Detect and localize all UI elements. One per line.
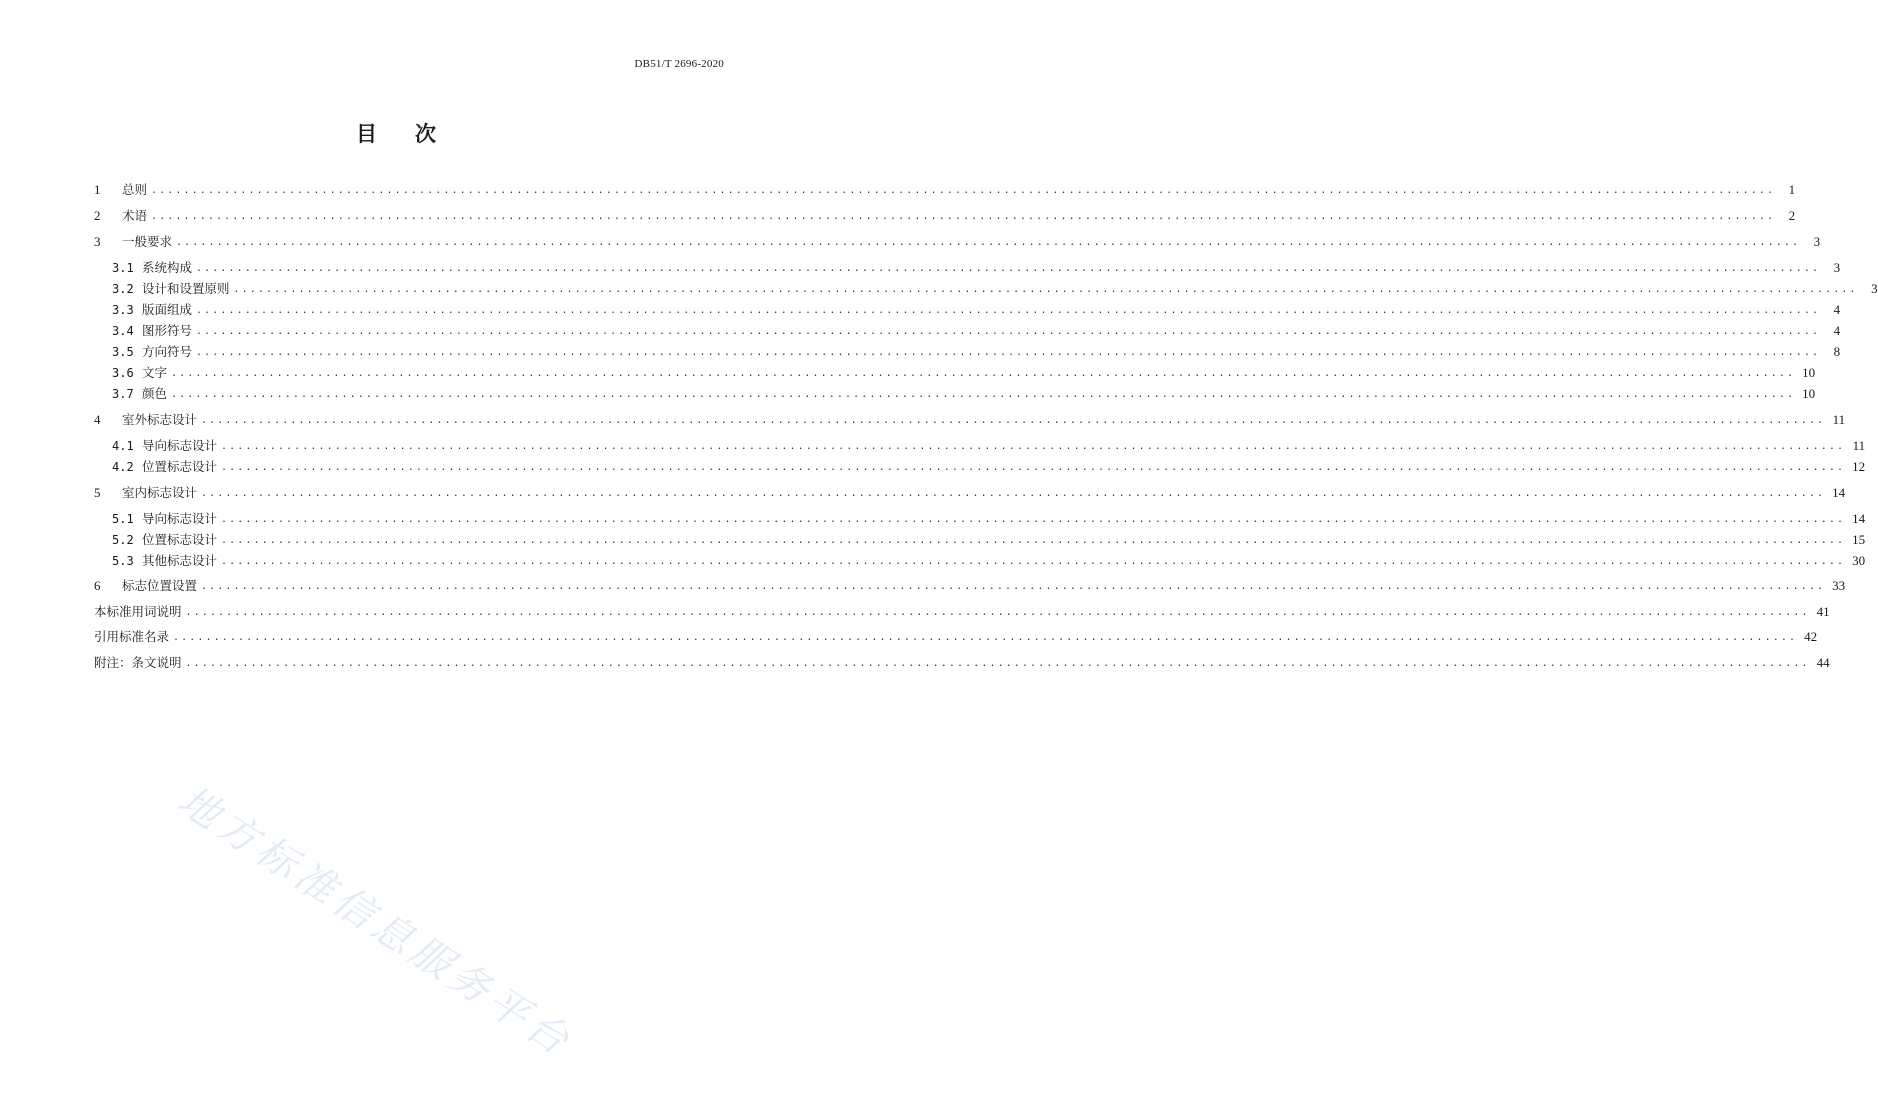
toc-entry-number: 1 bbox=[94, 182, 101, 197]
toc-entry-number: 4.1 bbox=[112, 439, 134, 453]
toc-entry-number: 6 bbox=[94, 578, 101, 593]
toc-entry-page: 1 bbox=[1788, 182, 1796, 197]
toc-entry-label: 导向标志设计 bbox=[142, 438, 218, 453]
toc-leader-dots: ........................................................................................................................................................................................................ bbox=[151, 185, 1776, 196]
toc-entry-page: 4 bbox=[1833, 323, 1841, 338]
toc-entry-label: 总则 bbox=[122, 182, 148, 197]
toc-leader-dots: ........................................................................................................................................................................................................ bbox=[221, 556, 1846, 567]
toc-entry[interactable] bbox=[112, 321, 1841, 341]
toc-entry-number: 3.1 bbox=[112, 261, 134, 275]
toc-entry[interactable] bbox=[94, 602, 1830, 622]
toc-entry-number: 3.7 bbox=[112, 387, 134, 401]
toc-entry[interactable] bbox=[94, 483, 1846, 503]
toc-entry[interactable] bbox=[94, 576, 1846, 596]
title-part-1: 目 bbox=[356, 121, 377, 146]
toc-entry[interactable] bbox=[112, 363, 1816, 383]
toc-entry[interactable] bbox=[112, 551, 1866, 571]
toc-entry-page: 15 bbox=[1852, 532, 1866, 547]
toc-entry-page: 10 bbox=[1802, 386, 1816, 401]
toc-entry-label: 颜色 bbox=[142, 386, 168, 401]
toc-entry[interactable] bbox=[112, 258, 1841, 278]
toc-entry-page: 11 bbox=[1832, 412, 1846, 427]
toc-entry-number: 4.2 bbox=[112, 460, 134, 474]
toc-entry[interactable] bbox=[94, 180, 1796, 200]
toc-entry-page: 3 bbox=[1833, 260, 1841, 275]
toc-leader-dots: ........................................................................................................................................................................................................ bbox=[221, 514, 1846, 525]
toc-entry-label: 室外标志设计 bbox=[122, 412, 198, 427]
toc-entry[interactable] bbox=[112, 509, 1866, 529]
toc-entry[interactable] bbox=[112, 342, 1841, 362]
toc-entry-label: 一般要求 bbox=[122, 234, 173, 249]
toc-entry-page: 41 bbox=[1816, 604, 1830, 619]
toc-entry-page: 10 bbox=[1802, 365, 1816, 380]
toc-entry-label: 室内标志设计 bbox=[122, 485, 198, 500]
toc-leader-dots: ........................................................................................................................................................................................................ bbox=[201, 415, 1826, 426]
toc-leader-dots: ........................................................................................................................................................................................................ bbox=[171, 389, 1796, 400]
toc-leader-dots: ........................................................................................................................................................................................................ bbox=[201, 488, 1826, 499]
toc-entry-label: 标志位置设置 bbox=[122, 578, 198, 593]
toc-leader-dots: ........................................................................................................................................................................................................ bbox=[176, 237, 1801, 248]
toc-leader-dots: ........................................................................................................................................................................................................ bbox=[221, 462, 1846, 473]
toc-leader-dots: ........................................................................................................................................................................................................ bbox=[201, 581, 1826, 592]
toc-entry-number: 3.6 bbox=[112, 366, 134, 380]
toc-entry-label: 位置标志设计 bbox=[142, 532, 218, 547]
toc-entry-page: 12 bbox=[1852, 459, 1866, 474]
toc-entry[interactable] bbox=[112, 530, 1866, 550]
toc-entry-label: 其他标志设计 bbox=[142, 553, 218, 568]
toc-entry-number: 2 bbox=[94, 208, 101, 223]
watermark: 地方标准信息服务平台 bbox=[170, 777, 581, 1067]
toc-leader-dots: ........................................................................................................................................................................................................ bbox=[196, 347, 1821, 358]
toc-entry-label: 版面组成 bbox=[142, 302, 193, 317]
toc-entry-page: 8 bbox=[1833, 344, 1841, 359]
toc-entry-page: 14 bbox=[1852, 511, 1866, 526]
toc-entry-number: 5.2 bbox=[112, 533, 134, 547]
toc-leader-dots: ........................................................................................................................................................................................................ bbox=[185, 607, 1810, 618]
toc-entry-label: 导向标志设计 bbox=[142, 511, 218, 526]
toc-entry-page: 2 bbox=[1788, 208, 1796, 223]
toc-entry-number: 3.2 bbox=[112, 282, 134, 296]
toc-entry-label: 设计和设置原则 bbox=[142, 281, 230, 296]
toc-entry-label: 方向符号 bbox=[142, 344, 193, 359]
toc-entry-page: 30 bbox=[1852, 553, 1866, 568]
toc-entry-number: 5 bbox=[94, 485, 101, 500]
toc-entry-page: 3 bbox=[1813, 234, 1821, 249]
toc-leader-dots: ........................................................................................................................................................................................................ bbox=[173, 632, 1798, 643]
toc-leader-dots: ........................................................................................................................................................................................................ bbox=[233, 284, 1858, 295]
toc-leader-dots: ........................................................................................................................................................................................................ bbox=[196, 263, 1821, 274]
toc-entry-page: 42 bbox=[1804, 629, 1818, 644]
document-id: DB51/T 2696-2020 bbox=[634, 58, 724, 70]
toc-entry[interactable] bbox=[94, 410, 1846, 430]
title-part-2: 次 bbox=[415, 121, 436, 146]
toc-entry-label: 引用标准名录 bbox=[94, 629, 170, 644]
toc-entry-label: 图形符号 bbox=[142, 323, 193, 338]
toc-entry[interactable] bbox=[94, 206, 1796, 226]
toc-entry-label: 位置标志设计 bbox=[142, 459, 218, 474]
toc-entry-number: 3.5 bbox=[112, 345, 134, 359]
toc-entry-page: 3 bbox=[1871, 281, 1878, 296]
toc-entry-number: 5.3 bbox=[112, 554, 134, 568]
toc-entry[interactable] bbox=[112, 300, 1841, 320]
toc-entry[interactable] bbox=[112, 436, 1866, 456]
toc-leader-dots: ........................................................................................................................................................................................................ bbox=[221, 441, 1846, 452]
toc-entry-page: 14 bbox=[1832, 485, 1846, 500]
toc-leader-dots: ........................................................................................................................................................................................................ bbox=[221, 535, 1846, 546]
toc-entry[interactable] bbox=[112, 279, 1878, 299]
toc-entry-label: 系统构成 bbox=[142, 260, 193, 275]
toc-entry[interactable] bbox=[112, 457, 1866, 477]
toc-entry-number: 3.4 bbox=[112, 324, 134, 338]
toc-entry-page: 4 bbox=[1833, 302, 1841, 317]
toc-entry-page: 44 bbox=[1816, 655, 1830, 670]
toc-entry-label: 术语 bbox=[122, 208, 148, 223]
toc-leader-dots: ........................................................................................................................................................................................................ bbox=[196, 305, 1821, 316]
toc-entry-page: 11 bbox=[1852, 438, 1866, 453]
toc-entry-number: 4 bbox=[94, 412, 101, 427]
toc-entry-label: 附注：条文说明 bbox=[94, 655, 182, 670]
toc-entry[interactable] bbox=[94, 653, 1830, 673]
toc-entry-number: 3 bbox=[94, 234, 101, 249]
toc-leader-dots: ........................................................................................................................................................................................................ bbox=[151, 211, 1776, 222]
toc-leader-dots: ........................................................................................................................................................................................................ bbox=[185, 658, 1810, 669]
toc-entry-label: 本标准用词说明 bbox=[94, 604, 182, 619]
toc-leader-dots: ........................................................................................................................................................................................................ bbox=[171, 368, 1796, 379]
toc-entry-number: 3.3 bbox=[112, 303, 134, 317]
toc-entry[interactable] bbox=[112, 384, 1816, 404]
toc-entry-label: 文字 bbox=[142, 365, 168, 380]
toc-leader-dots: ........................................................................................................................................................................................................ bbox=[196, 326, 1821, 337]
page-title bbox=[0, 118, 792, 148]
toc-entry-number: 5.1 bbox=[112, 512, 134, 526]
toc-entry-page: 33 bbox=[1832, 578, 1846, 593]
toc-entry[interactable] bbox=[94, 627, 1818, 647]
toc-entry[interactable] bbox=[94, 232, 1821, 252]
